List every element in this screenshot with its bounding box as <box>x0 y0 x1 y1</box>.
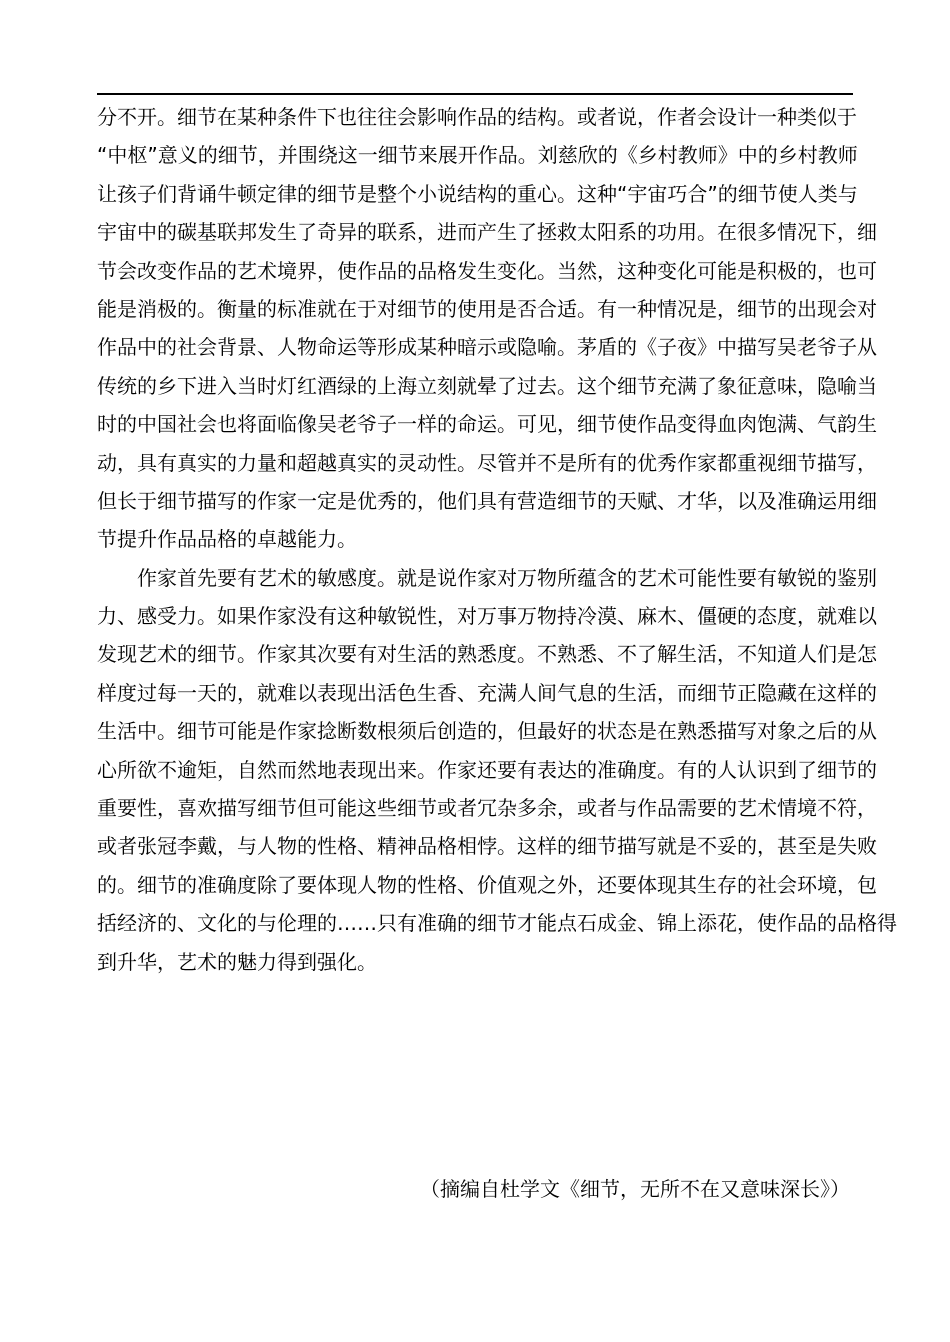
text-line: 心所欲不逾矩，自然而然地表现出来。作家还要有表达的准确度。有的人认识到了细节的 <box>97 757 877 782</box>
header-rule <box>97 93 853 95</box>
text-line: 作家首先要有艺术的敏感度。就是说作家对万物所蕴含的艺术可能性要有敏锐的鉴别 <box>137 565 877 590</box>
text-line: 生活中。细节可能是作家捻断数根须后创造的，但最好的状态是在熟悉描写对象之后的从 <box>97 719 877 744</box>
source-citation: （摘编自杜学文《细节，无所不在又意味深长》） <box>420 1177 850 1201</box>
paragraph-2 <box>97 559 897 981</box>
text-line: 但长于细节描写的作家一定是优秀的，他们具有营造细节的天赋、才华，以及准确运用细 <box>97 488 877 513</box>
text-line: 的。细节的准确度除了要体现人物的性格、价值观之外，还要体现其生存的社会环境，包 <box>97 872 877 897</box>
text-line: 动，具有真实的力量和超越真实的灵动性。尽管并不是所有的优秀作家都重视细节描写， <box>97 450 877 475</box>
text-line: 节提升作品品格的卓越能力。 <box>97 527 357 552</box>
text-line: 重要性，喜欢描写细节但可能这些细节或者冗杂多余，或者与作品需要的艺术情境不符， <box>97 796 877 821</box>
text-line: 宇宙中的碳基联邦发生了奇异的联系，进而产生了拯救太阳系的功用。在很多情况下，细 <box>97 220 877 245</box>
text-line: 或者张冠李戴，与人物的性格、精神品格相悖。这样的细节描写就是不妥的，甚至是失败 <box>97 834 877 859</box>
text-line: 能是消极的。衡量的标准就在于对细节的使用是否合适。有一种情况是，细节的出现会对 <box>97 296 877 321</box>
text-line: 节会改变作品的艺术境界，使作品的品格发生变化。当然，这种变化可能是积极的，也可 <box>97 258 877 283</box>
text-line: “中枢”意义的细节，并围绕这一细节来展开作品。刘慈欣的《乡村教师》中的乡村教师 <box>97 143 858 168</box>
text-line: 时的中国社会也将面临像吴老爷子一样的命运。可见，细节使作品变得血肉饱满、气韵生 <box>97 412 877 437</box>
text-line: 分不开。细节在某种条件下也往往会影响作品的结构。或者说，作者会设计一种类似于 <box>97 105 857 129</box>
text-line: 到升华，艺术的魅力得到强化。 <box>97 949 377 974</box>
text-line: 发现艺术的细节。作家其次要有对生活的熟悉度。不熟悉、不了解生活，不知道人们是怎 <box>97 642 877 667</box>
text-line: 括经济的、文化的与伦理的……只有准确的细节才能点石成金、锦上添花，使作品的品格得 <box>97 911 897 936</box>
text-line: 力、感受力。如果作家没有这种敏锐性，对万事万物持冷漠、麻木、僵硬的态度，就难以 <box>97 604 877 629</box>
text-line: 让孩子们背诵牛顿定律的细节是整个小说结构的重心。这种“宇宙巧合”的细节使人类与 <box>97 181 858 206</box>
paragraph-1 <box>97 98 877 559</box>
text-line: 样度过每一天的，就难以表现出活色生香、充满人间气息的生活，而细节正隐藏在这样的 <box>97 680 877 705</box>
article-body <box>97 98 897 981</box>
text-line: 作品中的社会背景、人物命运等形成某种暗示或隐喻。茅盾的《子夜》中描写吴老爷子从 <box>97 335 877 360</box>
text-line: 传统的乡下进入当时灯红酒绿的上海立刻就晕了过去。这个细节充满了象征意味，隐喻当 <box>97 373 877 398</box>
